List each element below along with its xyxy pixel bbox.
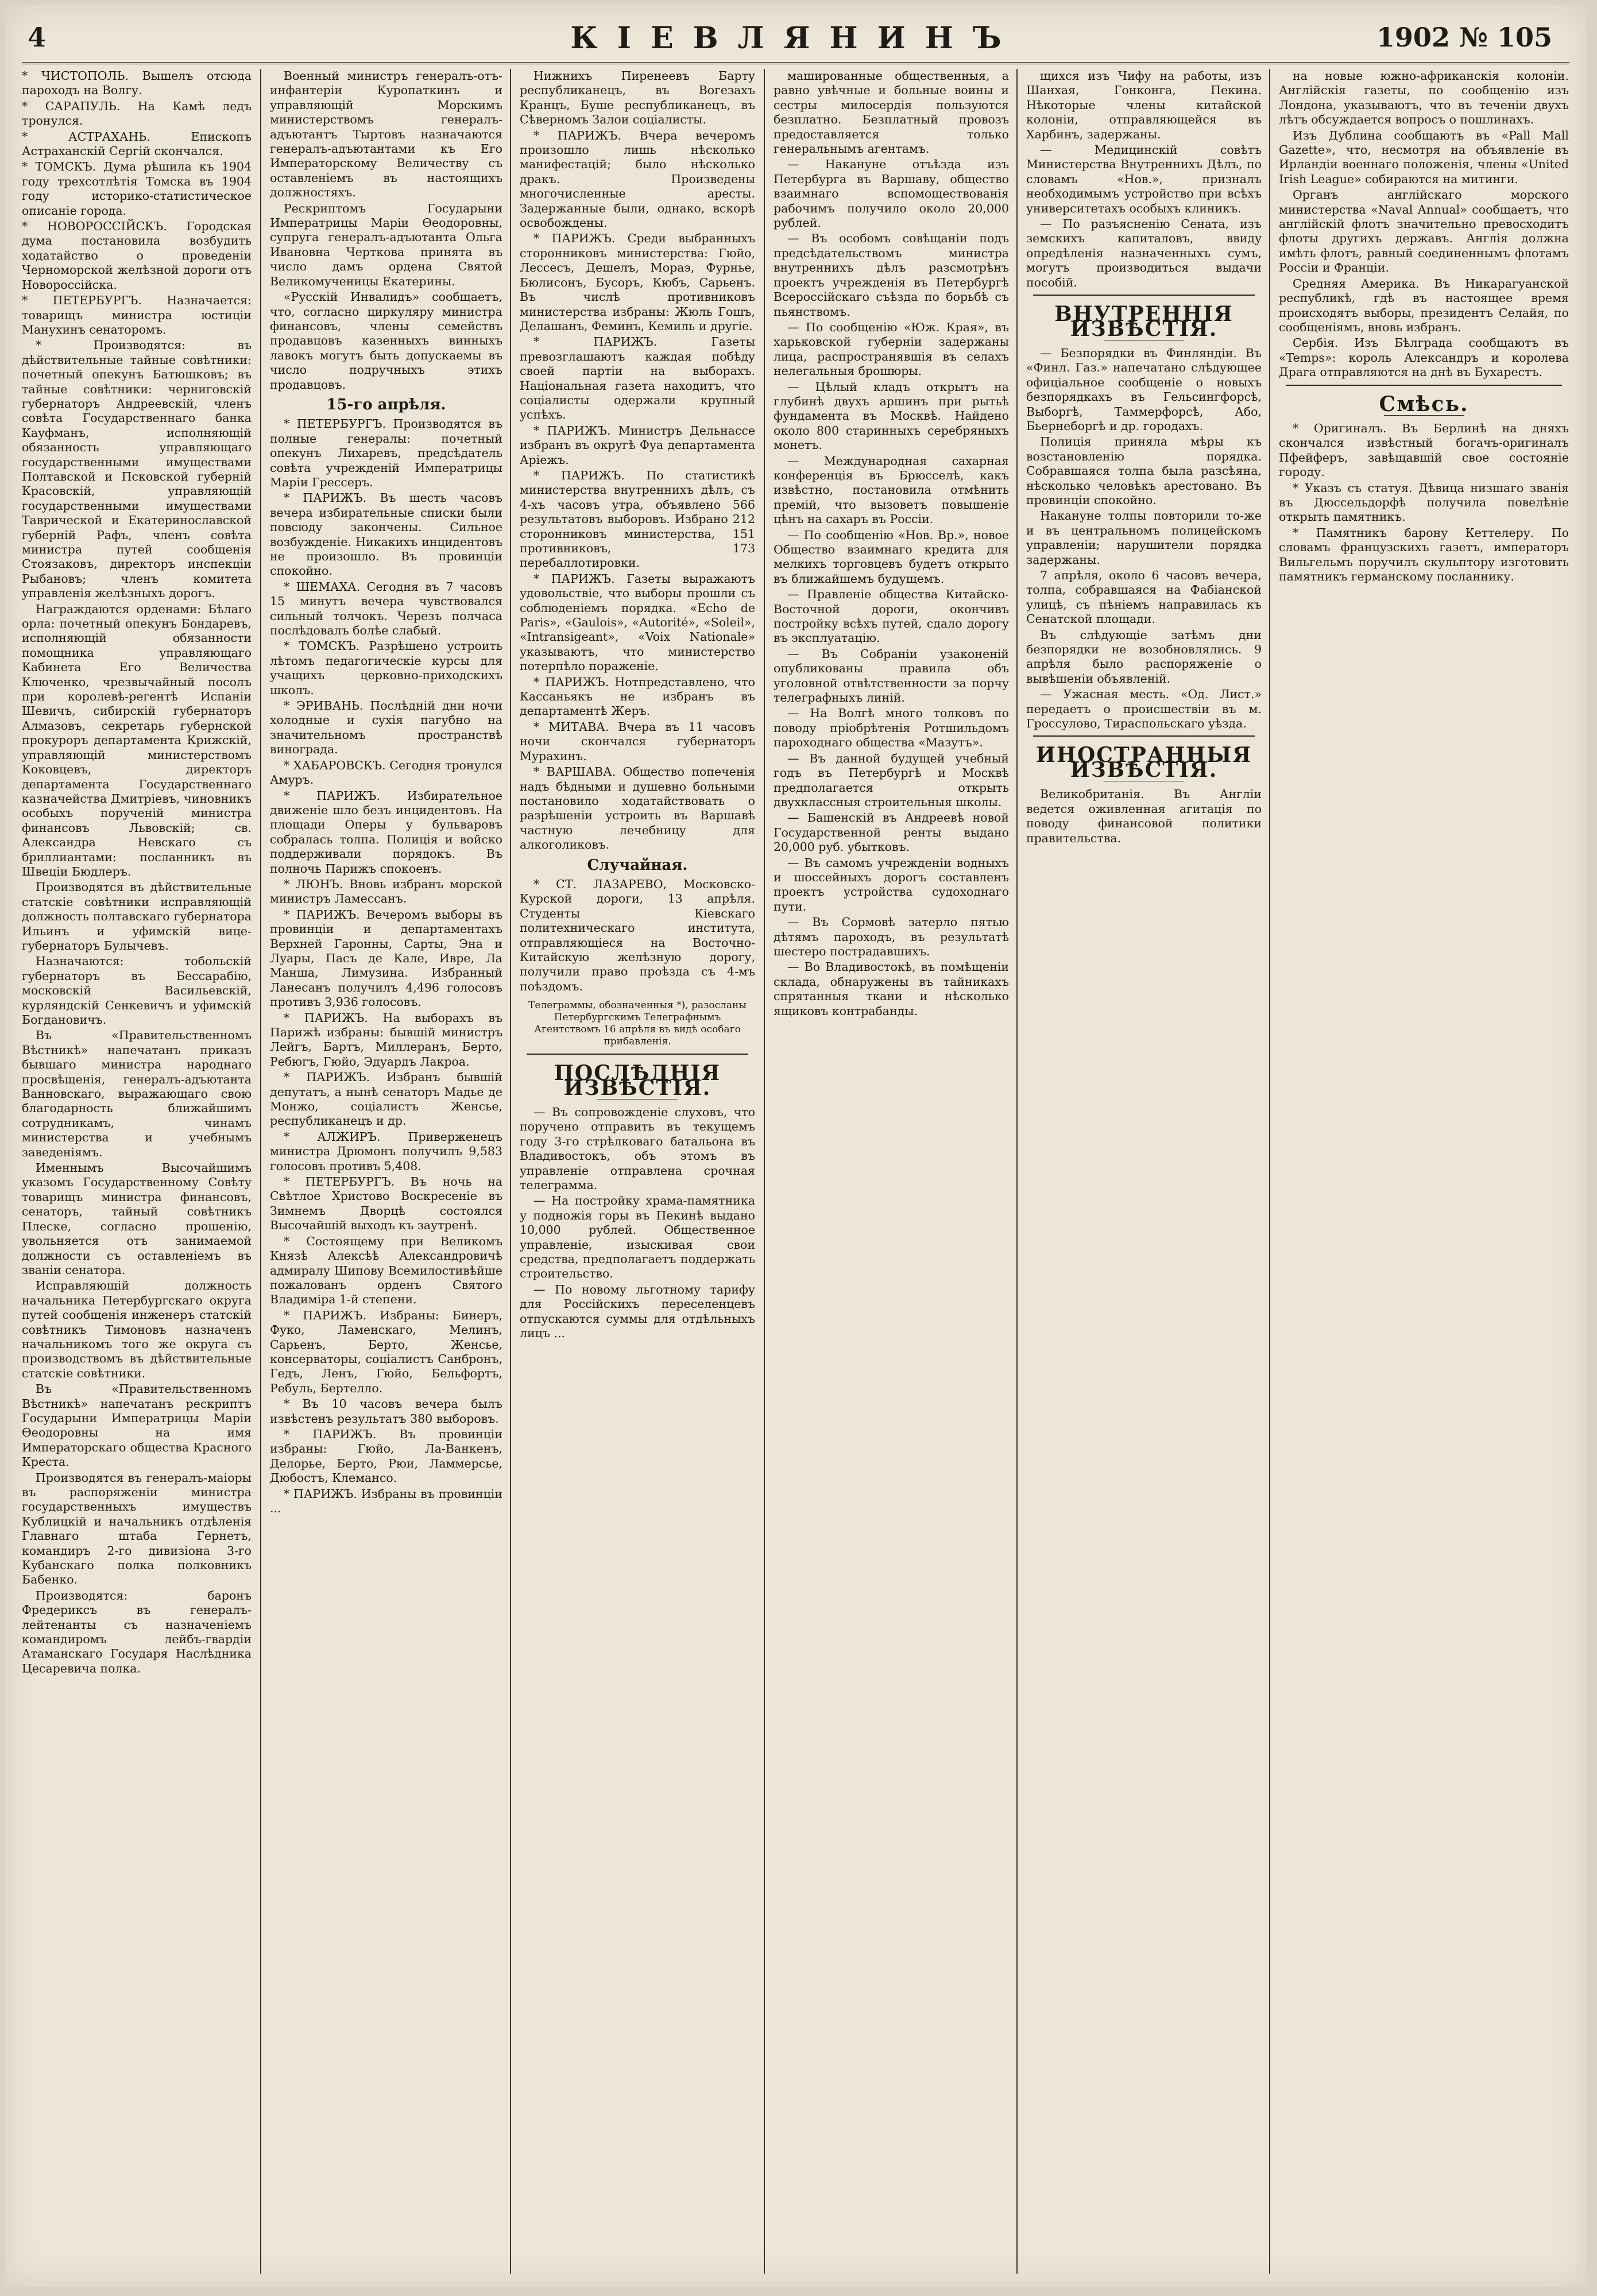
news-item: * ПЕТЕРБУРГЪ. Производятся въ полные генералы: почетный опекунъ Лихаревъ, предсѣдатель совѣта учрежденій Императрицы Маріи Грессеръ. — [270, 417, 502, 489]
column-divider — [764, 69, 765, 2274]
news-item: * ЧИСТОПОЛЬ. Вышелъ отсюда пароходъ на Волгу. — [22, 69, 252, 98]
news-item: * ПАРИЖЪ. Вчера вечеромъ произошло лишь нѣсколько манифестацій; было нѣсколько дракъ. Произведены многочисленные аресты. Задержанные были, однако, вскорѣ освобождены. — [520, 128, 755, 230]
news-item: 7 апрѣля, около 6 часовъ вечера, толпа, собравшаяся на Фабіанской улицѣ, съ пѣніемъ направилась къ Сенатской площади. — [1026, 568, 1262, 626]
news-item: Средняя Америка. Въ Никарагуанской республикѣ, гдѣ въ настоящее время происходятъ выборы, президентъ Селайя, по сообщеніямъ, вновь избранъ. — [1279, 276, 1569, 334]
news-item: — По сообщенію «Юж. Края», въ харьковской губерніи задержаны лица, распространявшія въ селахъ нелегальныя брошюры. — [774, 320, 1009, 378]
news-item: * ПАРИЖЪ. Въ провинціи избраны: Гюйо, Ла-Ванкенъ, Делорье, Берто, Рюи, Ламмерсье, Дюбостъ, Клемансо. — [270, 1427, 502, 1485]
section-heading-internal: ВНУТРЕННІЯ ИЗВѢСТІЯ. — [1054, 302, 1233, 341]
section-heading-latest: ПОСЛѢДНІЯ ИЗВѢСТІЯ. — [554, 1061, 721, 1100]
news-item: * САРАПУЛЬ. На Камѣ ледъ тронулся. — [22, 99, 252, 128]
news-item: — Въ данной будущей учебный годъ въ Петербургѣ и Москвѣ предполагается открыть двухклассныя строительныя школы. — [774, 751, 1009, 809]
news-item: — Ужасная месть. «Од. Лист.» передаетъ о происшествіи въ м. Гроссулово, Тираспольскаго уѣзда. — [1026, 687, 1262, 731]
news-item: * АЛЖИРЪ. Приверженецъ министра Дрюмонъ получилъ 9,583 голосовъ противъ 5,408. — [270, 1129, 502, 1173]
news-item: Производятся въ дѣйствительные статскіе совѣтники исправляющій должность полтавскаго губернатора Ильинъ и уфимскій вице-губернаторъ Булычевъ. — [22, 880, 252, 953]
news-item: * ПАРИЖЪ. Вечеромъ выборы въ провинціи и департаментахъ Верхней Гаронны, Сарты, Эна и Луары, Пасъ де Кале, Ивре, Ла Манша, Лимузина. Избранный Ланесанъ получилъ 4,496 голосовъ противъ 3,936 голосовъ. — [270, 907, 502, 1009]
news-item: * ХАБАРОВСКЪ. Сегодня тронулся Амуръ. — [270, 758, 502, 787]
news-item: * НОВОРОССІЙСКЪ. Городская дума постановила возбудить ходатайство о проведеніи Черноморской желѣзной дороги отъ Новороссійска. — [22, 219, 252, 292]
news-item: Въ «Правительственномъ Вѣстникѣ» напечатанъ рескриптъ Государыни Императрицы Маріи Ѳеодоровны на имя Императорскаго общества Красного Креста. — [22, 1382, 252, 1469]
newspaper-page — [5, 5, 1587, 2287]
masthead-title: КІЕВЛЯНИНЪ — [570, 21, 1021, 56]
news-item: * СТ. ЛАЗАРЕВО, Московско-Курской дороги, 13 апрѣля. Студенты Кіевскаго политехническаго института, отправляющіеся на Восточно-Китайскую желѣзную дорогу, получили право проѣзда съ 4-мъ поѣздомъ. — [520, 877, 755, 993]
page-header — [5, 5, 1587, 68]
page-number: 4 — [28, 22, 47, 53]
news-item: Награждаются орденами: Бѣлаго орла: почетный опекунъ Бондаревъ, исполняющій обязанности помощника управляющаго Кабинета Его Величества Ключенко, чрезвычайный посолъ при королевѣ-регентѣ Испаніи Шевичъ, сибирскій губернаторъ Алмазовъ, секретарь губернской прокуроръ департамента Крижскій, управляющій министерствомъ Коковцевъ, директоръ департамента Государственнаго казначейства Дмитріевъ, чиновникъ особыхъ порученій министра финансовъ Львовскій; св. Александра Невскаго съ бриллиантами: посланникъ въ Швеціи Бюдлеръ. — [22, 602, 252, 878]
news-item: — Въ Собраніи узаконеній опубликованы правила объ уголовной отвѣтственности за порчу телеграфныхъ линій. — [774, 646, 1009, 705]
news-item: Производятся: баронъ Фредериксъ въ генералъ-лейтенанты съ назначеніемъ командиромъ лейбъ-гвардіи Атаманскаго Государя Наслѣдника Цесаревича полка. — [22, 1588, 252, 1675]
section-rule — [1033, 295, 1255, 296]
news-item: * ЭРИВАНЬ. Послѣдній дни ночи холодные и сухія пагубно на значительномъ пространствѣ винограда. — [270, 699, 502, 757]
news-item: * ПЕТЕРБУРГЪ. Назначается: товарищъ министра юстиціи Манухинъ сенаторомъ. — [22, 293, 252, 336]
news-item: Нижнихъ Пиренеевъ Барту республиканецъ, въ Вогезахъ Кранцъ, Буше республиканецъ, въ Сѣверномъ Залои соціалисты. — [520, 69, 755, 127]
news-item: * ПАРИЖЪ. По статистикѣ министерства внутреннихъ дѣлъ, съ 4-хъ часовъ утра, объявлено 566 результатовъ выборовъ. Избрано 212 сторонниковъ министерства, 151 противниковъ, 173 перебаллотировки. — [520, 468, 755, 570]
news-item: * ПАРИЖЪ. Въ шесть часовъ вечера избирательные списки были повсюду закончены. Сильное возбужденіе. Никакихъ инцидентовъ не произошло. Въ провинціи спокойно. — [270, 491, 502, 578]
news-item: — По сообщенію «Нов. Вр.», новое Общество взаимнаго кредита для мелкихъ торговцевъ будетъ открыто въ ближайшемъ будущемъ. — [774, 528, 1009, 586]
news-item: Сербія. Изъ Бѣлграда сообщаютъ въ «Temps»: король Александръ и королева Драга отправляются на днѣ въ Бухарестъ. — [1279, 336, 1569, 380]
news-item: — На постройку храма-памятника у подножія горы въ Пекинѣ выдано 10,000 рублей. Общественное управленіе, изыскивая свои средства, предполагаетъ поддержать строительство. — [520, 1194, 755, 1281]
section-rule — [1033, 735, 1255, 737]
news-item: Именнымъ Высочайшимъ указомъ Государственному Совѣту товарищъ министра финансовъ, сенаторъ, тайный совѣтникъ Плеске, согласно прошенію, увольняется отъ занимаемой должности съ оставленіемъ въ званіи сенатора. — [22, 1161, 252, 1277]
news-item: — По разъясненію Сената, изъ земскихъ капиталовъ, ввиду опредѣленія назначенныхъ сумъ, могутъ производиться выдачи пособій. — [1026, 217, 1262, 289]
news-item: Въ «Правительственномъ Вѣстникѣ» напечатанъ приказъ бывшаго министра народнаго просвѣщенія, генералъ-адъютанта Ванновскаго, выражающаго свою благодарность ближайшимъ сотрудникамъ, чинамъ министерства и учебнымъ заведеніямъ. — [22, 1028, 252, 1159]
news-item: * АСТРАХАНЬ. Епископъ Астраханскій Сергій скончался. — [22, 129, 252, 158]
news-item: — Правленіе общества Китайско-Восточной дороги, окончивъ постройку всѣхъ путей, сдало дорогу въ эксплуатацію. — [774, 587, 1009, 645]
news-item: Военный министръ генералъ-отъ-инфантеріи Куропаткинъ и управляющій Морскимъ министерствомъ генералъ-адъютантъ Тыртовъ назначаются генералъ-адъютантами къ Его Императорскому Величеству съ оставленіемъ въ настоящихъ должностяхъ. — [270, 69, 502, 200]
news-item: — Во Владивостокѣ, въ помѣщеніи склада, обнаружены въ тайникахъ спрятанныя ткани и нѣсколько ящиковъ контрабанды. — [774, 960, 1009, 1018]
column-6 — [1279, 69, 1569, 2279]
column-divider — [1016, 69, 1018, 2274]
news-item: * Памятникъ барону Кеттелеру. По словамъ французскихъ газетъ, императоръ Вильгельмъ поручилъ скульптору изготовить памятникъ германскому посланнику. — [1279, 525, 1569, 583]
news-item: Органъ англійскаго морского министерства «Naval Annual» сообщаетъ, что англійскій флотъ значительно превосходитъ флоты другихъ державъ. Англія должна имѣть флотъ, равный соединеннымъ флотамъ Россіи и Франціи. — [1279, 188, 1569, 275]
section-rule — [527, 1054, 748, 1055]
news-item: * Указъ съ статуя. Дѣвица низшаго званія въ Дюссельдорфѣ получила повелѣніе открыть памятникъ. — [1279, 481, 1569, 524]
news-item: * ВАРШАВА. Общество попеченія надъ бѣдными и душевно больными постановило ходатайствовать о разрѣшеніи устроить въ Варшавѣ частную лечебницу для алкоголиковъ. — [520, 765, 755, 852]
news-item: Рескриптомъ Государыни Императрицы Маріи Ѳеодоровны, супруга генералъ-адъютанта Ольга Ивановна Черткова принята въ число дамъ ордена Святой Великомученицы Екатерины. — [270, 201, 502, 288]
news-item: * ПАРИЖЪ. Избраны: Бинеръ, Фуко, Ламенскаго, Мелинъ, Сарьенъ, Берто, Женсье, консерваторы, соціалистъ Санбронъ, Гедъ, Ленъ, Гюйо, Бельфортъ, Ребуль, Бертелло. — [270, 1308, 502, 1395]
news-item: — Международная сахарная конференція въ Брюсселѣ, какъ извѣстно, постановила отмѣнить премій, что вызоветъ повышеніе цѣнъ на сахаръ въ Россіи. — [774, 454, 1009, 526]
news-item: * ЛЮНЪ. Вновь избранъ морской министръ Ламессанъ. — [270, 877, 502, 906]
news-item: — Въ самомъ учрежденіи водныхъ и шоссейныхъ дорогъ составленъ проектъ устройства судоходнаго пути. — [774, 855, 1009, 913]
column-divider — [1269, 69, 1270, 2274]
news-item: * ПАРИЖЪ. Газеты превозглашаютъ каждая побѣду своей партіи на выборахъ. Національная газета находитъ, что соціалисты одержали крупный успѣхъ. — [520, 335, 755, 422]
header-rule — [22, 62, 1569, 64]
news-item: Исправляющій должность начальника Петербургскаго округа путей сообщенія инженеръ статскій совѣтникъ Тимоновъ назначенъ начальникомъ того же округа съ производствомъ въ дѣйствительные статскіе совѣтники. — [22, 1279, 252, 1380]
news-item: — По новому льготному тарифу для Россійскихъ переселенцевъ отпускаются суммы для отдѣльныхъ лицъ ... — [520, 1282, 755, 1341]
news-item: — На Волгѣ много толковъ по поводу пріобрѣтенія Ротшильдомъ пароходнаго общества «Мазутъ». — [774, 706, 1009, 750]
column-3 — [520, 69, 755, 2279]
column-2 — [270, 69, 502, 2279]
section-heading-miscellany: Смѣсь. — [1379, 392, 1469, 416]
news-item: Изъ Дублина сообщаютъ въ «Pall Mall Gazette», что, несмотря на объявленіе въ Ирландіи военнаго положенія, члены «United Irish League» собираются на митинги. — [1279, 128, 1569, 186]
section-rule — [1286, 385, 1562, 386]
news-item: — Въ Сормовѣ затерло пятью дѣтямъ пароходъ, въ результатѣ шестеро пострадавшихъ. — [774, 915, 1009, 958]
date-heading: 15-го апрѣля. — [326, 396, 446, 413]
news-item: * Состоящему при Великомъ Князѣ Алексѣѣ Александровичѣ адмиралу Шипову Всемилостивѣйше пожалованъ орденъ Святого Владиміра 1-й степени. — [270, 1234, 502, 1307]
news-item: Полиція приняла мѣры къ возстановленію порядка. Собравшаяся толпа была разсѣяна, нѣсколько человѣкъ арестовано. Въ провинціи спокойно. — [1026, 435, 1262, 507]
news-item: — Накануне отъѣзда изъ Петербурга въ Варшаву, общество взаимнаго вспомоществованія рабочимъ получило около 20,000 рублей. — [774, 157, 1009, 230]
section-heading-case: Случайная. — [587, 856, 688, 874]
news-item: * Въ 10 часовъ вечера былъ извѣстенъ результатъ 380 выборовъ. — [270, 1397, 502, 1426]
news-item: * МИТАВА. Вчера въ 11 часовъ ночи скончался губернаторъ Мурахинъ. — [520, 719, 755, 763]
news-item: — Башенскій въ Андреевѣ новой Государственной ренты выдано 20,000 руб. убытковъ. — [774, 811, 1009, 854]
news-item: Производятся въ генералъ-маіоры въ распоряженіи министра государственныхъ имуществъ Кублицкій и начальникъ отдѣленія Главнаго штаба Гернетъ, командиръ 2-го дивизіона 3-го Кубанскаго полка полковникъ Бабенко. — [22, 1470, 252, 1587]
news-item: * ПАРИЖЪ. Газеты выражаютъ удовольствіе, что выборы прошли съ соблюденіемъ порядка. «Echo de Paris», «Gaulois», «Autorité», «Soleil», «Intransigeant», «Voix Nationale» указываютъ, что министерство потерпѣло пораженіе. — [520, 571, 755, 673]
news-item: машированные общественныя, а равно увѣчные и больные воины и сестры милосердія пользуются безплатно. Безплатный провозъ предоставляется только генеральнымъ агентамъ. — [774, 69, 1009, 156]
news-item: * ПАРИЖЪ. Среди выбранныхъ сторонниковъ министерства: Гюйо, Лессесъ, Дешелъ, Мораэ, Фурнье, Бюлисонъ, Бусоръ, Кюбъ, Сарьенъ. Въ числѣ противниковъ министерства избраны: Жюль Гошъ, Делашанъ, Феминъ, Кемиль и другіе. — [520, 231, 755, 333]
news-item: * ПАРИЖЪ. Нотпредставлено, что Кассаньякъ не избранъ въ департаментѣ Жеръ. — [520, 675, 755, 718]
news-item: * ПАРИЖЪ. Министръ Дельнассе избранъ въ округѣ Фуа департамента Аріежъ. — [520, 423, 755, 467]
column-divider — [260, 69, 261, 2274]
news-item: Накануне толпы повторили то-же и въ центральномъ полицейскомъ управленіи; нарушители порядка задержаны. — [1026, 509, 1262, 567]
news-item: * ТОМСКЪ. Разрѣшено устроить лѣтомъ педагогическіе курсы для учащихъ церковно-приходскихъ школъ. — [270, 639, 502, 697]
news-item: * Оригиналъ. Въ Берлинѣ на дняхъ скончался извѣстный богачъ-оригиналъ Пфейферъ, завѣщавшій свое состояніе городу. — [1279, 421, 1569, 479]
section-heading-foreign: ИНОСТРАННЫЯ ИЗВѢСТІЯ. — [1035, 743, 1252, 782]
news-item: * ПАРИЖЪ. На выборахъ въ Парижѣ избраны: бывшій министръ Лейгъ, Бартъ, Миллеранъ, Берто, Ребюгъ, Гюйо, Эдуардъ Лакроа. — [270, 1010, 502, 1068]
news-item: * ПАРИЖЪ. Избраны въ провинціи ... — [270, 1486, 502, 1515]
column-4 — [774, 69, 1009, 2279]
news-item: * ТОМСКЪ. Дума рѣшила къ 1904 году трехсотлѣтія Томска въ 1904 году историко-статистическое описаніе города. — [22, 160, 252, 218]
news-item: — Въ особомъ совѣщаніи подъ предсѣдательствомъ министра внутреннихъ дѣлъ разсмотрѣнъ проектъ учрежденія въ Петербургѣ Всероссійскаго съѣзда по борьбѣ съ пьянствомъ. — [774, 231, 1009, 319]
news-item: * ШЕМАХА. Сегодня въ 7 часовъ 15 минутъ вечера чувствовался сильный толчокъ. Черезъ полчаса послѣдовалъ болѣе слабый. — [270, 579, 502, 638]
news-item: Въ слѣдующіе затѣмъ дни безпорядки не возобновлялись. 9 апрѣля было распоряженіе о вывѣшеніи объявленій. — [1026, 628, 1262, 686]
news-item: Назначаются: тобольскій губернаторъ въ Бессарабію, московскій Васильевскій, курляндскій Сенкевичъ и уфимскій Богдановичъ. — [22, 954, 252, 1027]
news-item: — Медицинскій совѣтъ Министерства Внутреннихъ Дѣлъ, по словамъ «Нов.», призналъ необходимымъ устройство при всѣхъ университетахъ особыхъ клиникъ. — [1026, 143, 1262, 215]
news-item: щихся изъ Чифу на работы, изъ Шанхая, Гонконга, Пекина. Нѣкоторые члены китайской колоніи, отправляющейся въ Харбинъ, задержаны. — [1026, 69, 1262, 141]
column-5 — [1026, 69, 1262, 2279]
news-item: * ПЕТЕРБУРГЪ. Въ ночь на Свѣтлое Христово Воскресеніе въ Зимнемъ Дворцѣ состоялся Высочайшій выходъ къ заутренѣ. — [270, 1175, 502, 1233]
news-item: на новые южно-африканскія колоніи. Англійскія газеты, по сообщенію изъ Лондона, указываютъ, что въ теченіи двухъ лѣтъ обсуждается вопросъ о пошлинахъ. — [1279, 69, 1569, 127]
issue-number: 1902 № 105 — [1376, 22, 1552, 53]
news-item: — Цѣлый кладъ открытъ на глубинѣ двухъ аршинъ при рытьѣ фундамента въ Москвѣ. Найдено около 800 старинныхъ серебряныхъ монетъ. — [774, 380, 1009, 452]
news-item: * ПАРИЖЪ. Избранъ бывшій депутатъ, а нынѣ сенаторъ Мадье де Монжо, соціалистъ Женсье, республиканецъ и др. — [270, 1070, 502, 1128]
news-item: — Безпорядки въ Финляндіи. Въ «Финл. Газ.» напечатано слѣдующее офиціальное сообщеніе о новыхъ безпорядкахъ въ Гельсингфорсѣ, Выборгѣ, Таммерфорсѣ, Або, Бьернеборгѣ и др. городахъ. — [1026, 346, 1262, 433]
column-divider — [510, 69, 511, 2274]
telegram-note: Телеграммы, обозначенныя *), разосланы Петербургскимъ Телеграфнымъ Агентствомъ 16 апрѣля въ видѣ особаго прибавленія. — [528, 1000, 747, 1048]
news-item: * ПАРИЖЪ. Избирательное движеніе шло безъ инцидентовъ. На площади Оперы у бульваровъ собралась толпа. Полиція и войско поддерживали порядокъ. Въ полночь Парижъ спокоенъ. — [270, 788, 502, 876]
news-item: — Въ сопровожденіе слуховъ, что поручено отправить въ текущемъ году 3-го стрѣлковаго батальона въ Владивостокъ, объ этомъ въ управленіе отправлена срочная телеграмма. — [520, 1105, 755, 1192]
news-item: * Производятся: въ дѣйствительные тайные совѣтники: почетный опекунъ Батюшковъ; въ тайные совѣтники: черниговскій губернаторъ Андреевскій, членъ совѣта Государственнаго банка Кауфманъ, исполняющій обязанность управляющаго государственными имуществами Полтавской и Псковской губерній Красовскій, управляющій государственными имуществами Таврической и Екатеринославской губерній Рафъ, членъ совѣта министра путей сообщенія Стоязаковъ, директоръ инспекціи Рыбановъ; членъ комитета управленія желѣзныхъ дорогъ. — [22, 338, 252, 601]
news-item: Великобританія. Въ Англіи ведется оживленная агитація по поводу финансовой политики правительства. — [1026, 787, 1262, 845]
column-1 — [22, 69, 252, 2279]
news-item: «Русскій Инвалидъ» сообщаетъ, что, согласно циркуляру министра финансовъ, члены семействъ продавцовъ казенныхъ винныхъ лавокъ могутъ быть допускаемы въ число подручныхъ этихъ продавцовъ. — [270, 290, 502, 392]
